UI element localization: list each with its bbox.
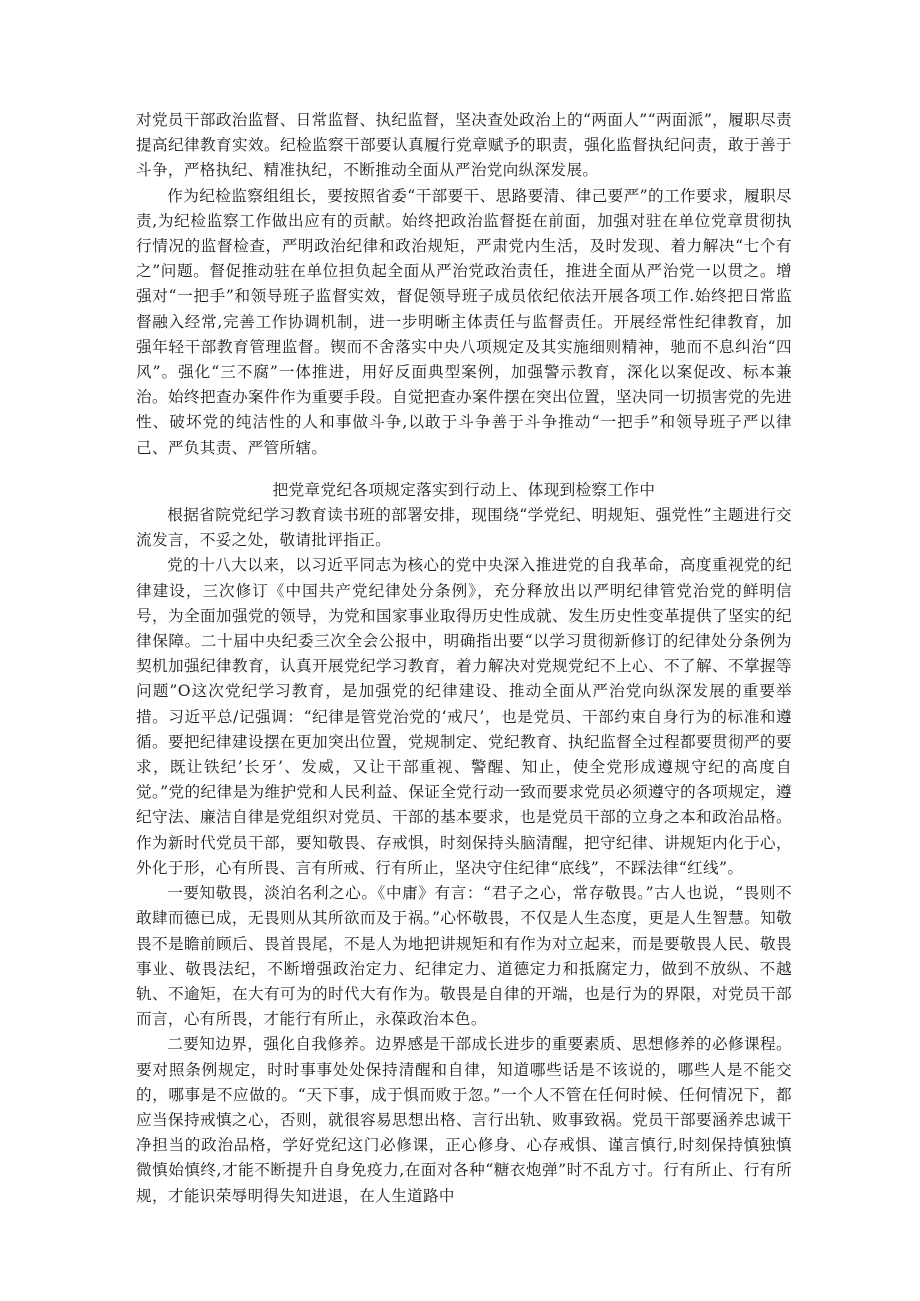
paragraph-party-discipline: 党的十八大以来，以习近平同志为核心的党中央深入推进党的自我革命，高度重视党的纪律建设，三次修订《中国共产党纪律处分条例》，充分释放出以严明纪律管党治党的鲜明信号，为全面加强党的领导，为党和国家事业取得历史性成就、发生历史性变革提供了坚实的纪律保障。二十届中央纪委三次全会公报中，明确指出要“以学习贯彻新修订的纪律处分条例为契机加强纪律教育，认真开展党纪学习教育，着力解决对党规党纪不上心、不了解、不掌握等问题”O这次党纪学习教育，是加强党的纪律建设、推动全面从严治党向纵深发展的重要举措。习近平总/记强调：“纪律是管党治党的‘戒尺’，也是党员、干部约束自身行为的标准和遵循。要把纪律建设摆在更加突出位置，党规制定、党纪教育、执纪监督全过程都要贯彻严的要求，既让铁纪’长牙’、发威，又让干部重视、警醒、知止，使全党形成遵规守纪的高度自觉。”党的纪律是为维护党和人民利益、保证全党行动一致而要求党员必须遵守的各项规定，遵纪守法、廉洁自律是党组织对党员、干部的基本要求，也是党员干部的立身之本和政治品格。作为新时代党员干部，要知敬畏、存戒惧，时刻保持头脑清醒，把守纪律、讲规矩内化于心，外化于形，心有所畏、言有所戒、行有所止，坚决守住纪律“底线”，不踩法律“红线”。 <box>136 556 792 877</box>
paragraph-team-leader-duties: 作为纪检监察组组长，要按照省委“干部要干、思路要清、律己要严”的工作要求，履职尽责,为纪检监察工作做出应有的贡献。始终把政治监督挺在前面，加强对驻在单位党章贯彻执行情况的监督检查，严明政治纪律和政治规矩，严肃党内生活，及时发现、着力解决“七个有之”问题。督促推动驻在单位担负起全面从严治党政治责任，推进全面从严治党一以贯之。增强对“一把手”和领导班子监督实效，督促领导班子成员依纪依法开展各项工作.始终把日常监督融入经常,完善工作协调机制，进一步明晰主体责任与监督责任。开展经常性纪律教育，加强年轻干部教育管理监督。锲而不舍落实中央八项规定及其实施细则精神，驰而不息纠治“四风”。强化“三不腐”一体推进，用好反面典型案例，加强警示教育，深化以案促改、标本兼治。始终把查办案件作为重要手段。自觉把查办案件摆在突出位置，坚决同一切损害党的先进性、破坏党的纯洁性的人和事做斗争,以敢于斗争善于斗争推动“一把手”和领导班子严以律己、严负其责、严管所辖。 <box>136 186 792 457</box>
paragraph-continuation: 对党员干部政治监督、日常监督、执纪监督，坚决查处政治上的“两面人”“两面派”，履职尽责提高纪律教育实效。纪检监察干部要认真履行党章赋予的职责，强化监督执纪问责，敢于善于斗争，严格执纪、精准执纪，不断推动全面从严治党向纵深发展。 <box>136 111 792 180</box>
paragraph-point-one: 一要知敬畏，淡泊名利之心。《中庸》有言：“君子之心，常存敬畏。”古人也说，“畏则不敢肆而德已成，无畏则从其所欲而及于祸。”心怀敬畏，不仅是人生态度，更是人生智慧。知敬畏不是瞻前顾后、畏首畏尾，不是人为地把讲规矩和有作为对立起来，而是要敬畏人民、敬畏事业、敬畏法纪，不断增强政治定力、纪律定力、道德定力和抵腐定力，做到不放纵、不越轨、不逾矩，在大有可为的时代大有作为。敬畏是自律的开端，也是行为的界限，对党员干部而言，心有所畏，才能行有所止，永葆政治本色。 <box>136 884 792 1029</box>
section-title: 把党章党纪各项规定落实到行动上、体现到检察工作中 <box>272 480 656 499</box>
document-page <box>136 108 792 1209</box>
paragraph-intro: 根据省院党纪学习教育读书班的部署安排，现围绕“学党纪、明规矩、强党性”主题进行交流发言，不妥之处，敬请批评指正。 <box>136 506 792 550</box>
paragraph-point-two: 二要知边界，强化自我修养。边界感是干部成长进步的重要素质、思想修养的必修课程。要对照条例规定，时时事事处处保持清醒和自律，知道哪些话是不该说的，哪些人是不能交的，哪事是不应做的。“天下事，成于惧而败于忽。”一个人不管在任何时候、任何情况下，都应当保持戒慎之心，否则，就很容易思想出格、言行出轨、败事致祸。党员干部要涵养忠诚干净担当的政治品格，学好党纪这门必修课，正心修身、心存戒惧、谨言慎行,时刻保持慎独慎微慎始慎终,才能不断提升自身免疫力,在面对各种“糖衣炮弹”时不乱方寸。行有所止、行有所规，才能识荣辱明得失知进退，在人生道路中 <box>136 1035 792 1205</box>
